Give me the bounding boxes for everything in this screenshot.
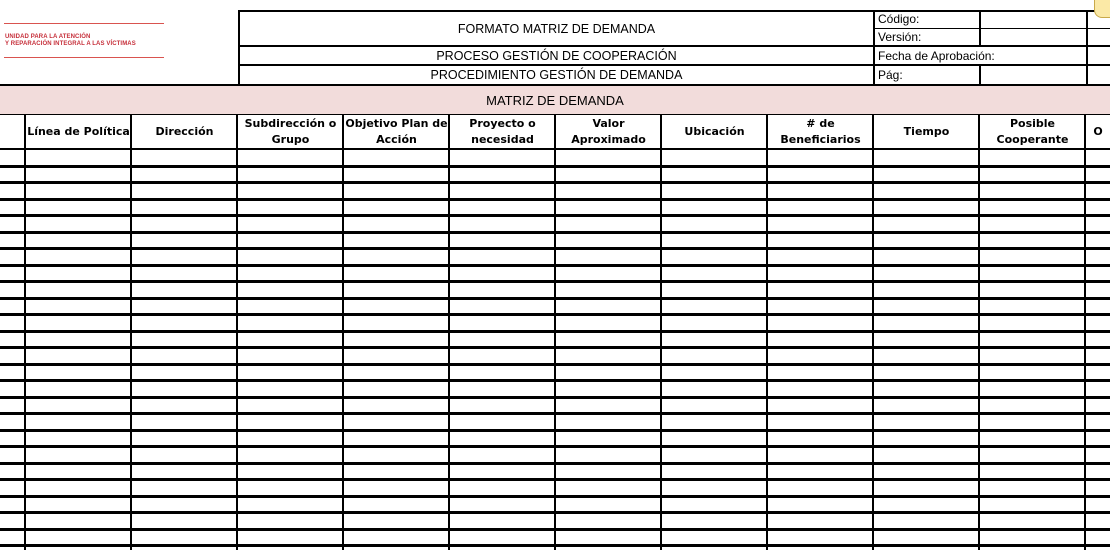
grid-line-v	[873, 10, 875, 86]
grid-line-h	[0, 544, 1110, 547]
table-cell[interactable]	[767, 413, 873, 430]
grid-line-h	[873, 28, 1110, 29]
table-cell[interactable]	[131, 215, 237, 232]
grid-line-h	[0, 462, 1110, 465]
grid-line-h	[0, 396, 1110, 399]
column-header[interactable]	[2, 116, 24, 148]
column-header-label: Dirección	[155, 125, 214, 138]
table-cell[interactable]	[555, 479, 661, 496]
table-cell[interactable]	[555, 347, 661, 364]
table-cell[interactable]	[25, 413, 131, 430]
table-cell[interactable]	[767, 512, 873, 529]
table-cell[interactable]	[131, 479, 237, 496]
table-cell[interactable]	[449, 446, 555, 463]
table-cell[interactable]	[237, 314, 343, 331]
table-cell[interactable]	[237, 446, 343, 463]
logo-text	[5, 34, 136, 48]
note-icon	[1094, 0, 1110, 18]
table-cell[interactable]	[1085, 281, 1110, 298]
table-cell[interactable]	[449, 314, 555, 331]
column-header[interactable]	[27, 116, 130, 148]
table-cell[interactable]	[343, 446, 449, 463]
column-header-label: necesidad	[471, 133, 534, 146]
table-cell[interactable]	[767, 182, 873, 199]
table-cell[interactable]	[979, 149, 1085, 166]
column-header-label: Cooperante	[996, 133, 1069, 146]
table-cell[interactable]	[449, 182, 555, 199]
table-cell[interactable]	[449, 347, 555, 364]
table-cell[interactable]	[661, 512, 767, 529]
column-header-label: Acción	[376, 133, 417, 146]
table-cell[interactable]	[0, 215, 25, 232]
codigo-value-cell[interactable]	[982, 11, 1086, 27]
table-cell[interactable]	[131, 380, 237, 397]
table-cell[interactable]	[979, 413, 1085, 430]
grid-line-v	[979, 10, 981, 28]
table-cell[interactable]	[767, 479, 873, 496]
logo-divider-top	[4, 23, 164, 24]
table-cell[interactable]	[131, 512, 237, 529]
table-cell[interactable]	[767, 149, 873, 166]
table-cell[interactable]	[449, 512, 555, 529]
column-header-label: Ubicación	[684, 125, 745, 138]
table-cell[interactable]	[767, 281, 873, 298]
grid-line-h	[0, 445, 1110, 448]
table-cell[interactable]	[767, 380, 873, 397]
column-header[interactable]	[451, 116, 554, 148]
column-header[interactable]	[557, 116, 660, 148]
table-cell[interactable]	[343, 413, 449, 430]
column-header-label: Línea de Política	[27, 125, 130, 138]
table-cell[interactable]	[449, 149, 555, 166]
organization-logo	[0, 10, 238, 85]
table-cell[interactable]	[343, 314, 449, 331]
table-cell[interactable]	[25, 149, 131, 166]
grid-line-h	[0, 214, 1110, 217]
grid-line-h	[0, 231, 1110, 234]
column-header[interactable]	[239, 116, 342, 148]
table-cell[interactable]	[0, 149, 25, 166]
table-cell[interactable]	[873, 347, 979, 364]
column-header-label: Grupo	[271, 133, 310, 146]
table-cell[interactable]	[0, 380, 25, 397]
table-cell[interactable]	[555, 182, 661, 199]
table-cell[interactable]	[237, 380, 343, 397]
table-cell[interactable]	[979, 380, 1085, 397]
table-cell[interactable]	[873, 215, 979, 232]
column-header-label: Subdirección o	[244, 117, 337, 130]
table-cell[interactable]	[25, 314, 131, 331]
grid-line-h	[0, 247, 1110, 250]
table-cell[interactable]	[449, 479, 555, 496]
table-cell[interactable]	[661, 347, 767, 364]
table-cell[interactable]	[343, 512, 449, 529]
column-header-label: O	[1093, 125, 1103, 138]
table-cell[interactable]	[555, 248, 661, 265]
grid-line-v	[979, 64, 981, 86]
grid-line-h	[0, 495, 1110, 498]
table-cell[interactable]	[979, 215, 1085, 232]
table-cell[interactable]	[343, 479, 449, 496]
grid-line-v	[1086, 45, 1088, 86]
procedure-name: PROCEDIMIENTO GESTIÓN DE DEMANDA	[430, 68, 683, 82]
grid-line-h	[0, 313, 1110, 316]
table-cell[interactable]	[555, 281, 661, 298]
table-cell[interactable]	[131, 182, 237, 199]
table-cell[interactable]	[237, 413, 343, 430]
logo-divider-bottom	[4, 57, 164, 58]
table-cell[interactable]	[449, 413, 555, 430]
fecha-aprobacion-label: Fecha de Aprobación:	[878, 48, 995, 63]
table-cell[interactable]	[555, 512, 661, 529]
grid-line-h	[0, 363, 1110, 366]
table-cell[interactable]	[873, 413, 979, 430]
table-cell[interactable]	[237, 512, 343, 529]
fecha-value-cell[interactable]	[1088, 47, 1110, 64]
table-cell[interactable]	[343, 248, 449, 265]
table-cell[interactable]	[237, 215, 343, 232]
table-cell[interactable]	[1085, 182, 1110, 199]
table-cell[interactable]	[767, 215, 873, 232]
table-cell[interactable]	[0, 182, 25, 199]
table-cell[interactable]	[131, 149, 237, 166]
table-cell[interactable]	[343, 215, 449, 232]
table-cell[interactable]	[237, 182, 343, 199]
table-cell[interactable]	[555, 446, 661, 463]
table-cell[interactable]	[131, 248, 237, 265]
table-cell[interactable]	[555, 215, 661, 232]
table-cell[interactable]	[0, 347, 25, 364]
table-cell[interactable]	[661, 149, 767, 166]
table-cell[interactable]	[0, 512, 25, 529]
column-header[interactable]	[875, 116, 978, 148]
table-cell[interactable]	[0, 248, 25, 265]
table-cell[interactable]	[873, 182, 979, 199]
table-cell[interactable]	[873, 380, 979, 397]
table-cell[interactable]	[449, 215, 555, 232]
column-header-label: Valor Aproximado	[571, 117, 646, 146]
table-cell[interactable]	[661, 413, 767, 430]
table-cell[interactable]	[979, 248, 1085, 265]
table-cell[interactable]	[0, 413, 25, 430]
table-cell[interactable]	[555, 413, 661, 430]
document-title: FORMATO MATRIZ DE DEMANDA	[457, 21, 656, 36]
grid-line-v	[1086, 28, 1088, 46]
table-cell[interactable]	[767, 314, 873, 331]
grid-line-h	[0, 297, 1110, 300]
table-cell[interactable]	[661, 248, 767, 265]
table-cell[interactable]	[131, 314, 237, 331]
table-cell[interactable]	[0, 479, 25, 496]
table-cell[interactable]	[1085, 248, 1110, 265]
table-cell[interactable]	[1085, 413, 1110, 430]
table-cell[interactable]	[979, 281, 1085, 298]
grid-line-h	[0, 429, 1110, 432]
table-cell[interactable]	[25, 182, 131, 199]
table-cell[interactable]	[25, 479, 131, 496]
codigo-label: Código:	[878, 12, 920, 26]
table-cell[interactable]	[873, 446, 979, 463]
pagina-value-cell[interactable]	[982, 66, 1086, 83]
table-cell[interactable]	[237, 149, 343, 166]
grid-line-v	[979, 28, 981, 46]
column-header-label: Objetivo Plan de	[345, 117, 448, 130]
table-cell[interactable]	[1085, 512, 1110, 529]
table-cell[interactable]	[555, 380, 661, 397]
grid-line-h	[0, 264, 1110, 267]
table-cell[interactable]	[25, 215, 131, 232]
grid-line-h	[0, 528, 1110, 531]
column-header[interactable]	[345, 116, 448, 148]
table-cell[interactable]	[661, 479, 767, 496]
grid-line-h	[0, 198, 1110, 201]
grid-line-h	[0, 379, 1110, 382]
grid-line-h	[0, 84, 1110, 86]
column-header-label: # de Beneficiarios	[780, 117, 861, 146]
table-cell[interactable]	[1085, 347, 1110, 364]
process-name: PROCESO GESTIÓN DE COOPERACIÓN	[436, 48, 677, 63]
column-header[interactable]	[1087, 116, 1109, 148]
table-cell[interactable]	[25, 281, 131, 298]
column-header-label: Posible	[1009, 117, 1056, 130]
table-cell[interactable]	[979, 347, 1085, 364]
table-cell[interactable]	[979, 446, 1085, 463]
column-header[interactable]	[769, 116, 872, 148]
table-cell[interactable]	[343, 380, 449, 397]
table-cell[interactable]	[661, 215, 767, 232]
column-header-label: Proyecto o	[469, 117, 536, 130]
table-cell[interactable]	[873, 512, 979, 529]
grid-line-h	[0, 412, 1110, 415]
table-cell[interactable]	[25, 446, 131, 463]
table-cell[interactable]	[131, 347, 237, 364]
table-cell[interactable]	[767, 446, 873, 463]
table-cell[interactable]	[1085, 149, 1110, 166]
column-header[interactable]	[981, 116, 1084, 148]
column-header[interactable]	[133, 116, 236, 148]
grid-line-h	[0, 181, 1110, 184]
table-cell[interactable]	[661, 314, 767, 331]
table-cell[interactable]	[1085, 380, 1110, 397]
table-cell[interactable]	[25, 380, 131, 397]
grid-line-v	[1086, 10, 1088, 28]
table-cell[interactable]	[131, 281, 237, 298]
grid-line-h	[0, 346, 1110, 349]
table-cell[interactable]	[979, 512, 1085, 529]
grid-line-h	[0, 280, 1110, 283]
column-header[interactable]	[663, 116, 766, 148]
table-cell[interactable]	[449, 281, 555, 298]
table-cell[interactable]	[555, 314, 661, 331]
table-cell[interactable]	[979, 314, 1085, 331]
table-cell[interactable]	[979, 182, 1085, 199]
table-cell[interactable]	[873, 248, 979, 265]
table-cell[interactable]	[873, 314, 979, 331]
table-cell[interactable]	[873, 149, 979, 166]
logo-line-1: UNIDAD PARA LA ATENCIÓN	[5, 34, 91, 40]
table-cell[interactable]	[0, 446, 25, 463]
table-cell[interactable]	[0, 314, 25, 331]
grid-line-v	[238, 10, 240, 86]
table-cell[interactable]	[873, 281, 979, 298]
table-cell[interactable]	[131, 446, 237, 463]
column-header-label: Tiempo	[903, 125, 950, 138]
table-cell[interactable]	[767, 248, 873, 265]
table-cell[interactable]	[449, 380, 555, 397]
table-cell[interactable]	[449, 248, 555, 265]
table-cell[interactable]	[237, 347, 343, 364]
table-cell[interactable]	[555, 149, 661, 166]
logo-line-2: Y REPARACIÓN INTEGRAL A LAS VÍCTIMAS	[5, 41, 136, 47]
table-cell[interactable]	[237, 479, 343, 496]
pagina-label: Pág:	[878, 67, 903, 82]
table-cell[interactable]	[1085, 446, 1110, 463]
table-cell[interactable]	[343, 281, 449, 298]
table-cell[interactable]	[1085, 479, 1110, 496]
table-cell[interactable]	[343, 182, 449, 199]
table-cell[interactable]	[131, 413, 237, 430]
table-cell[interactable]	[343, 149, 449, 166]
table-cell[interactable]	[661, 182, 767, 199]
table-cell[interactable]	[0, 281, 25, 298]
table-cell[interactable]	[237, 281, 343, 298]
table-cell[interactable]	[767, 347, 873, 364]
table-cell[interactable]	[1085, 314, 1110, 331]
grid-line-h	[0, 511, 1110, 514]
table-cell[interactable]	[873, 479, 979, 496]
grid-line-h	[0, 165, 1110, 168]
grid-line-h	[0, 478, 1110, 481]
table-cell[interactable]	[237, 248, 343, 265]
table-cell[interactable]	[661, 281, 767, 298]
table-cell[interactable]	[661, 446, 767, 463]
table-cell[interactable]	[25, 512, 131, 529]
table-cell[interactable]	[343, 347, 449, 364]
version-label: Versión:	[878, 30, 922, 44]
grid-line-h	[0, 330, 1110, 333]
table-cell[interactable]	[979, 479, 1085, 496]
table-cell[interactable]	[25, 248, 131, 265]
section-title: MATRIZ DE DEMANDA	[0, 86, 1110, 114]
table-cell[interactable]	[25, 347, 131, 364]
version-value-cell[interactable]	[982, 29, 1086, 45]
table-cell[interactable]	[661, 380, 767, 397]
table-cell[interactable]	[1085, 215, 1110, 232]
